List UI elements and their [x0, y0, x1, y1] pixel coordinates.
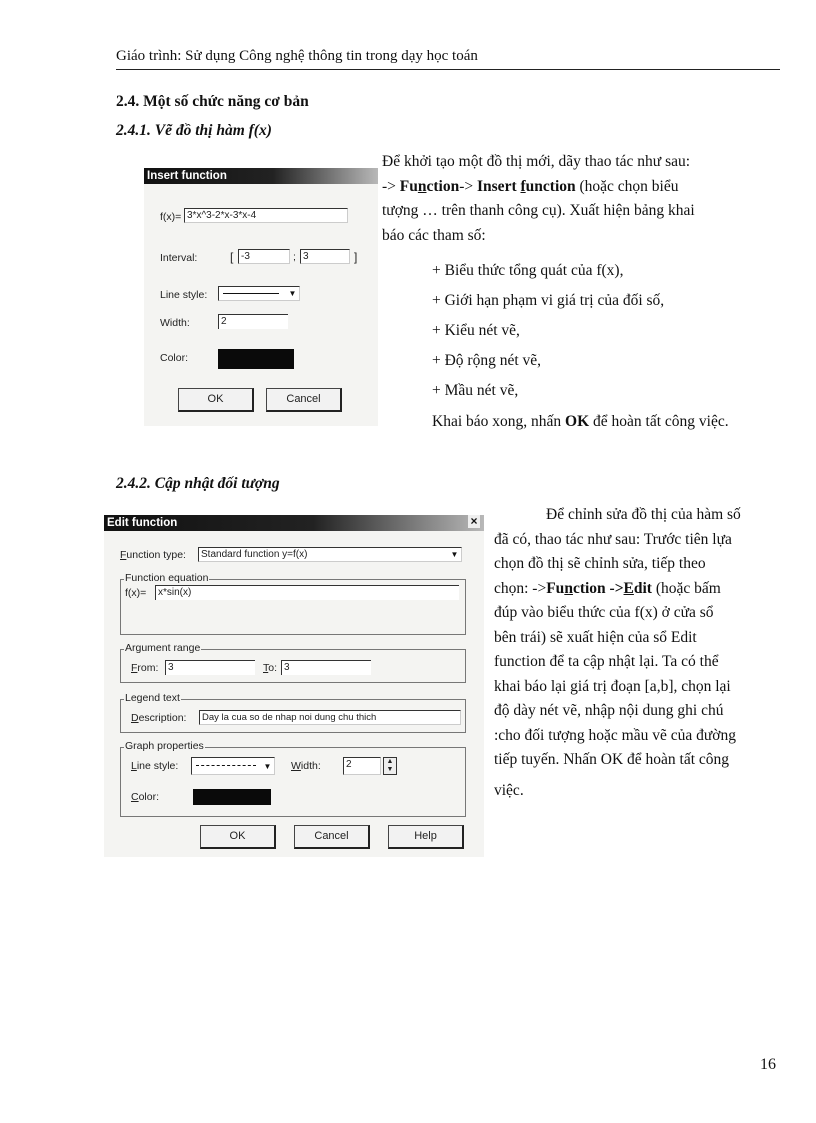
width-input[interactable]: 2 — [218, 314, 288, 329]
function-type-label: Function type: — [120, 549, 186, 561]
insert-instructions — [382, 150, 782, 248]
edit-line: đúp vào biểu thức của f(x) ở cửa sổ — [494, 604, 714, 621]
running-header: Giáo trình: Sử dụng Công nghệ thông tin trong dạy học toán — [116, 48, 478, 64]
edit-line: đã có, thao tác như sau: Trước tiên lựa — [494, 530, 732, 548]
insert-command-line: -> Function-> Insert function (hoặc chọn biểu — [382, 177, 679, 195]
interval-bracket-open: [ — [230, 250, 234, 264]
to-input[interactable]: 3 — [281, 660, 371, 675]
bullet-item: + Mầu nét vẽ, — [432, 382, 519, 399]
line-style-label: Line style: — [160, 289, 208, 301]
header-rule — [116, 69, 780, 70]
edit-command-line: chọn: ->Function ->Edit (hoặc bấm — [494, 579, 721, 597]
close-icon[interactable]: × — [468, 515, 480, 528]
section-heading: 2.4. Một số chức năng cơ bản — [116, 93, 309, 110]
insert-function-dialog — [144, 168, 378, 426]
color-swatch[interactable] — [218, 349, 294, 369]
edit-line: Để chỉnh sửa đồ thị của hàm số — [546, 506, 741, 523]
graph-properties-group — [120, 740, 466, 817]
insert-line-3: báo các tham số: — [382, 226, 486, 244]
width-label: Width: — [160, 317, 190, 329]
group-label: Legend text — [125, 692, 180, 704]
argument-range-group — [120, 642, 466, 683]
edit-instructions — [494, 503, 784, 803]
to-label: To: — [263, 662, 278, 674]
from-input[interactable]: 3 — [165, 660, 255, 675]
interval-separator: ; — [293, 251, 296, 263]
edit-line: việc. — [494, 781, 524, 799]
cancel-button[interactable]: Cancel — [266, 388, 342, 412]
width-label: Width: — [291, 760, 321, 772]
ok-button[interactable]: OK — [178, 388, 254, 412]
spin-down-icon[interactable]: ▼ — [386, 766, 394, 773]
interval-from-input[interactable]: -3 — [238, 249, 290, 264]
function-type-select[interactable]: Standard function y=f(x) ▼ — [198, 547, 462, 562]
edit-line: chọn đồ thị sẽ chỉnh sửa, tiếp theo — [494, 555, 706, 572]
subsection-heading-2: 2.4.2. Cập nhật đối tượng — [116, 475, 280, 492]
line-style-select[interactable] — [218, 286, 300, 301]
function-equation-group — [120, 572, 466, 635]
width-spinner[interactable] — [383, 757, 397, 775]
chevron-down-icon[interactable]: ▼ — [450, 550, 459, 559]
edit-line: bên trái) sẽ xuất hiện của sổ Edit — [494, 628, 697, 646]
description-input[interactable]: Day la cua so de nhap noi dung chu thich — [199, 710, 461, 725]
group-label: Function equation — [125, 572, 209, 584]
chevron-down-icon[interactable]: ▼ — [263, 762, 272, 771]
bullet-item: + Độ rộng nét vẽ, — [432, 352, 542, 369]
edit-line: tiếp tuyến. Nhấn OK để hoàn tất công — [494, 751, 730, 768]
help-button[interactable]: Help — [388, 825, 464, 849]
edit-function-dialog — [104, 515, 484, 857]
interval-to-input[interactable]: 3 — [300, 249, 350, 264]
chevron-down-icon[interactable]: ▼ — [288, 289, 297, 298]
interval-bracket-close: ] — [354, 250, 358, 264]
color-label: Color: — [131, 791, 160, 803]
subsection-heading-1: 2.4.1. Vẽ đồ thị hàm f(x) — [116, 122, 272, 139]
ok-button[interactable]: OK — [200, 825, 276, 849]
legend-text-group — [120, 692, 466, 733]
edit-line: function để ta cập nhật lại. Ta có thể — [494, 653, 719, 670]
edit-line: độ dày nét vẽ, nhập nội dung ghi chú — [494, 702, 724, 719]
bullet-item: + Biểu thức tổng quát của f(x), — [432, 262, 624, 279]
insert-line-2: tượng … trên thanh công cụ). Xuất hiện bảng khai — [382, 202, 695, 219]
width-input[interactable]: 2 — [343, 757, 381, 775]
spin-up-icon[interactable]: ▲ — [386, 758, 394, 765]
edit-line: :cho đối tượng hoặc mầu vẽ của đường — [494, 726, 736, 744]
fx-label: f(x)= — [160, 211, 182, 223]
line-style-sample — [196, 765, 256, 766]
insert-intro: Để khởi tạo một đồ thị mới, dãy thao tác như sau: — [382, 153, 691, 170]
line-style-sample — [223, 293, 279, 294]
color-swatch[interactable] — [193, 789, 271, 805]
from-label: From: — [131, 662, 159, 674]
edit-line: khai báo lại giá trị đoạn [a,b], chọn lại — [494, 677, 731, 695]
dialog-title: Edit function × — [104, 515, 484, 531]
bullet-item: + Giới hạn phạm vi giá trị của đối số, — [432, 292, 665, 309]
group-label: Argument range — [125, 642, 201, 654]
page-number: 16 — [760, 1056, 776, 1073]
fx-label: f(x)= — [125, 587, 147, 599]
fx-input[interactable]: x*sin(x) — [155, 585, 459, 600]
bullet-item: + Kiểu nét vẽ, — [432, 322, 520, 339]
cancel-button[interactable]: Cancel — [294, 825, 370, 849]
insert-closing: Khai báo xong, nhấn OK để hoàn tất công việc. — [432, 413, 729, 430]
line-style-label: Line style: — [131, 760, 179, 772]
group-label: Graph properties — [125, 740, 204, 752]
dialog-title: Insert function — [144, 168, 378, 184]
description-label: Description: — [131, 712, 187, 724]
color-label: Color: — [160, 352, 189, 364]
interval-label: Interval: — [160, 252, 198, 264]
fx-input[interactable]: 3*x^3-2*x-3*x-4 — [184, 208, 348, 223]
line-style-select[interactable] — [191, 757, 275, 775]
